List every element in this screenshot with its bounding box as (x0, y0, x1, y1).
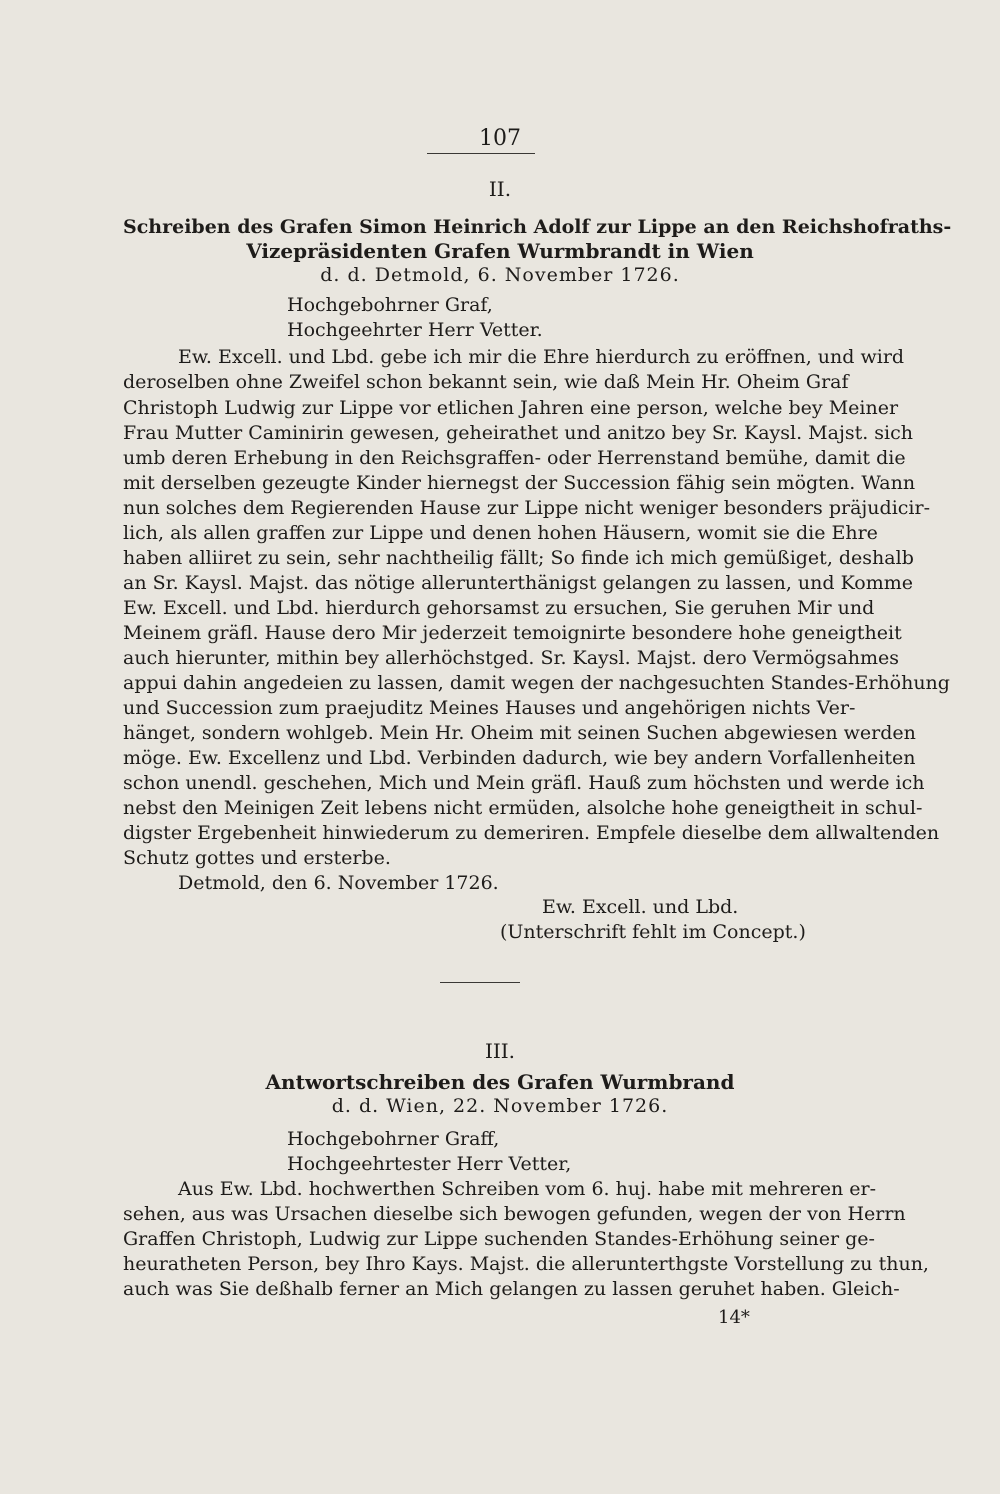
section-ii-body-line-11: Ew. Excell. und Lbd. hierdurch gehorsamst zu ersuchen, Sie geruhen Mir und (123, 597, 875, 619)
section-ii-body-line-10: an Sr. Kaysl. Majst. das nötige allerunterthänigst gelangen zu lassen, und Komme (123, 572, 914, 594)
section-ii-closing-place: Detmold, den 6. November 1726. (178, 872, 499, 894)
section-ii-title-line-1: Schreiben des Grafen Simon Heinrich Adolf zur Lippe an den Reichshofraths- (123, 216, 952, 238)
section-ii-body-line-13: auch hierunter, mithin bey allerhöchstged. Sr. Kaysl. Majst. dero Vermögsahmes (123, 647, 900, 669)
section-ii-body-line-2: deroselben ohne Zweifel schon bekannt sein, wie daß Mein Hr. Oheim Graf (123, 371, 849, 393)
section-ii-title-line-2: Vizepräsidenten Grafen Wurmbrandt in Wien (246, 239, 754, 263)
section-ii-body-line-6: mit derselben gezeugte Kinder hiernegst der Succession fähig sein mögten. Wann (123, 472, 916, 494)
section-ii-body-line-15: und Succession zum praejuditz Meines Hauses und angehörigen nichts Ver- (123, 697, 856, 719)
section-iii-body-line-2: sehen, aus was Ursachen dieselbe sich bewogen gefunden, wegen der von Herrn (123, 1203, 906, 1225)
section-iii-body-line-1: Aus Ew. Lbd. hochwerthen Schreiben vom 6. huj. habe mit mehreren er- (178, 1178, 877, 1200)
section-ii-signature-note: (Unterschrift fehlt im Concept.) (500, 921, 806, 943)
section-ii-signature: Ew. Excell. und Lbd. (542, 896, 739, 918)
section-divider-rule (440, 982, 520, 983)
section-ii-salutation-1: Hochgebohrner Graf, (287, 294, 493, 316)
page-number: 107 (479, 126, 521, 151)
section-ii-body-line-21: Schutz gottes und ersterbe. (123, 847, 391, 869)
section-iii-body-line-4: heuratheten Person, bey Ihro Kays. Majst. die allerunterthgste Vorstellung zu thun, (123, 1253, 929, 1275)
section-ii-body-line-20: digster Ergebenheit hinwiederum zu demeriren. Empfele dieselbe dem allwaltenden (123, 822, 940, 844)
section-ii-body-line-8: lich, als allen graffen zur Lippe und denen hohen Häusern, womit sie die Ehre (123, 522, 878, 544)
section-ii-dateline: d. d. Detmold, 6. November 1726. (320, 264, 680, 286)
section-iii-salutation-1: Hochgebohrner Graff, (287, 1128, 500, 1150)
section-ii-body-line-19: nebst den Meinigen Zeit lebens nicht ermüden, alsolche hohe geneigtheit in schul- (123, 797, 923, 819)
signature-mark: 14* (718, 1307, 750, 1328)
section-iii-body-line-5: auch was Sie deßhalb ferner an Mich gelangen zu lassen geruhet haben. Gleich- (123, 1278, 900, 1300)
section-ii-body-line-4: Frau Mutter Caminirin gewesen, geheirathet und anitzo bey Sr. Kaysl. Majst. sich (123, 422, 914, 444)
section-iii-dateline: d. d. Wien, 22. November 1726. (331, 1095, 669, 1117)
section-ii-body-line-18: schon unendl. geschehen, Mich und Mein gräfl. Hauß zum höchsten und werde ich (123, 772, 925, 794)
section-ii-body-line-12: Meinem gräfl. Hause dero Mir jederzeit temoignirte besondere hohe geneigtheit (123, 622, 902, 644)
section-ii-body-line-7: nun solches dem Regierenden Hause zur Lippe nicht weniger besonders präjudicir- (123, 497, 930, 519)
section-iii-body-line-3: Graffen Christoph, Ludwig zur Lippe suchenden Standes-Erhöhung seiner ge- (123, 1228, 875, 1250)
page-number-rule (427, 153, 535, 154)
section-ii-body-line-5: umb deren Erhebung in den Reichsgraffen- oder Herrenstand bemühe, damit die (123, 447, 906, 469)
section-ii-body-line-9: haben alliiret zu sein, sehr nachtheilig fällt; So finde ich mich gemüßiget, deshalb (123, 547, 914, 569)
section-ii-salutation-2: Hochgeehrter Herr Vetter. (287, 319, 543, 341)
section-ii-body-line-1: Ew. Excell. und Lbd. gebe ich mir die Ehre hierdurch zu eröffnen, und wird (178, 346, 905, 368)
section-ii-body-line-16: hänget, sondern wohlgeb. Mein Hr. Oheim mit seinen Suchen abgewiesen werden (123, 722, 916, 744)
section-ii-body-line-17: möge. Ew. Excellenz und Lbd. Verbinden dadurch, wie bey andern Vorfallenheiten (123, 747, 916, 769)
section-ii-body-line-14: appui dahin angedeien zu lassen, damit wegen der nachgesuchten Standes-Erhöhung (123, 672, 950, 694)
section-ii-body-line-3: Christoph Ludwig zur Lippe vor etlichen Jahren eine person, welche bey Meiner (123, 397, 899, 419)
section-numeral-ii: II. (488, 177, 512, 201)
section-iii-title: Antwortschreiben des Grafen Wurmbrand (265, 1070, 735, 1094)
section-numeral-iii: III. (484, 1039, 516, 1063)
section-iii-salutation-2: Hochgeehrtester Herr Vetter, (287, 1153, 572, 1175)
